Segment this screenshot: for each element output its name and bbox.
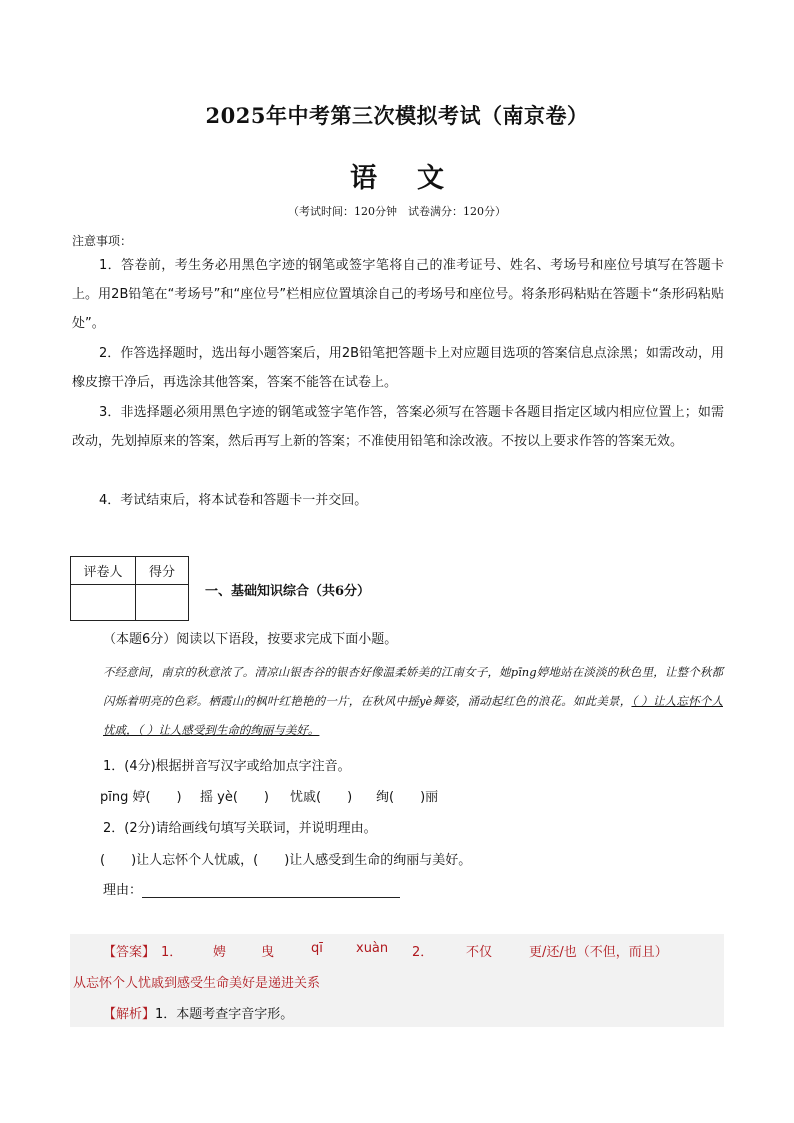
q1-item-pinyin-ye[interactable]: 摇 yè( ) xyxy=(200,790,269,805)
grading-table xyxy=(70,556,189,621)
answer-row-1 xyxy=(70,941,724,959)
answer-num-1: 1． xyxy=(161,945,183,960)
answer-2: 曳 xyxy=(261,945,275,960)
subject-char-2: 文 xyxy=(417,163,444,194)
analysis-tag: 【解析】 xyxy=(103,1007,156,1022)
question-1: 1．(4分)根据拼音写汉字或给加点字注音。 xyxy=(103,759,351,774)
grader-header: 评卷人 xyxy=(71,557,136,585)
note-item-1 xyxy=(72,251,724,338)
answer-box xyxy=(70,934,724,1027)
note-text: 2．作答选择题时，选出每小题答案后，用2B铅笔把答题卡上对应题目选项的答案信息点涂黑；如需改动，用橡皮擦干净后，再选涂其他答案，答案不能答在试卷上。 xyxy=(72,346,724,390)
answer-1: 娉 xyxy=(213,945,227,960)
note-text: 3．非选择题必须用黑色字迹的钢笔或签字笔作答，答案必须写在答题卡各题目指定区域内相应位置上；如需改动，先划掉原来的答案，然后再写上新的答案；不准使用铅笔和涂改液。不按以上要求作答的答案无效。 xyxy=(72,405,724,449)
notes-heading: 注意事项： xyxy=(72,234,133,248)
note-item-4 xyxy=(72,486,724,515)
exam-title: 2025年中考第三次模拟考试（南京卷） xyxy=(205,103,589,128)
answer-tag: 【答案】 xyxy=(103,945,156,960)
score-cell[interactable] xyxy=(136,585,189,621)
answer-row-2: 从忘怀个人忧戚到感受生命美好是递进关系 xyxy=(73,976,321,991)
q1-item-youqi[interactable]: 忧戚( ) xyxy=(290,790,353,805)
question-prompt: （本题6分）阅读以下语段，按要求完成下面小题。 xyxy=(103,632,398,647)
answer-3: qī xyxy=(311,941,323,956)
answer-num-2: 2． xyxy=(412,945,434,960)
analysis-text: 1．本题考查字音字形。 xyxy=(155,1007,294,1022)
grader-cell[interactable] xyxy=(71,585,136,621)
underlined-sentence: （ ）让人忘怀个人忧戚，（ ）让人感受到生命的绚丽与美好。 xyxy=(103,694,723,737)
reason-row xyxy=(103,879,400,898)
section-title: 一、基础知识综合（共6分） xyxy=(205,584,371,599)
q1-item-pinyin-ping[interactable]: pīng 婷( ) xyxy=(100,790,182,805)
reading-passage xyxy=(103,658,723,745)
answer-4: xuàn xyxy=(356,941,389,956)
question-2: 2．(2分)请给画线句填写关联词，并说明理由。 xyxy=(103,821,377,836)
note-item-2 xyxy=(72,339,724,397)
exam-info: （考试时间：120分钟 试卷满分：120分） xyxy=(288,205,506,218)
note-item-3 xyxy=(72,398,724,456)
subject-char-1: 语 xyxy=(350,163,377,194)
reason-label: 理由： xyxy=(103,883,143,898)
note-text: 1．答卷前，考生务必用黑色字迹的钢笔或签字笔将自己的准考证号、姓名、考场号和座位号填写在答题卡上。用2B铅笔在“考场号”和“座位号”栏相应位置填涂自己的考场号和座位号。将条形码粘贴在答题卡“条形码粘贴处”。 xyxy=(72,258,724,331)
q1-item-xuanli[interactable]: 绚( )丽 xyxy=(376,790,439,805)
subject-heading xyxy=(0,156,794,195)
answer-5: 不仅 xyxy=(466,945,493,960)
question-2-blanks[interactable]: ( )让人忘怀个人忧戚，( )让人感受到生命的绚丽与美好。 xyxy=(100,853,472,868)
reason-answer-line[interactable] xyxy=(142,883,400,898)
passage-text: 不经意间，南京的秋意浓了。清凉山银杏谷的银杏好像温柔娇美的江南女子，她pīng婷地站在淡淡的秋色里，让整个秋都闪烁着明亮的色彩。栖霞山的枫叶红艳艳的一片，在秋风中摇yè舞姿，涌动起红色的浪花。如此美景， xyxy=(103,665,723,708)
answer-6: 更/还/也（不但，而且） xyxy=(529,945,668,960)
analysis-row xyxy=(103,1003,293,1022)
note-text: 4．考试结束后，将本试卷和答题卡一并交回。 xyxy=(99,493,368,508)
score-header: 得分 xyxy=(136,557,189,585)
question-1-items xyxy=(100,786,520,805)
